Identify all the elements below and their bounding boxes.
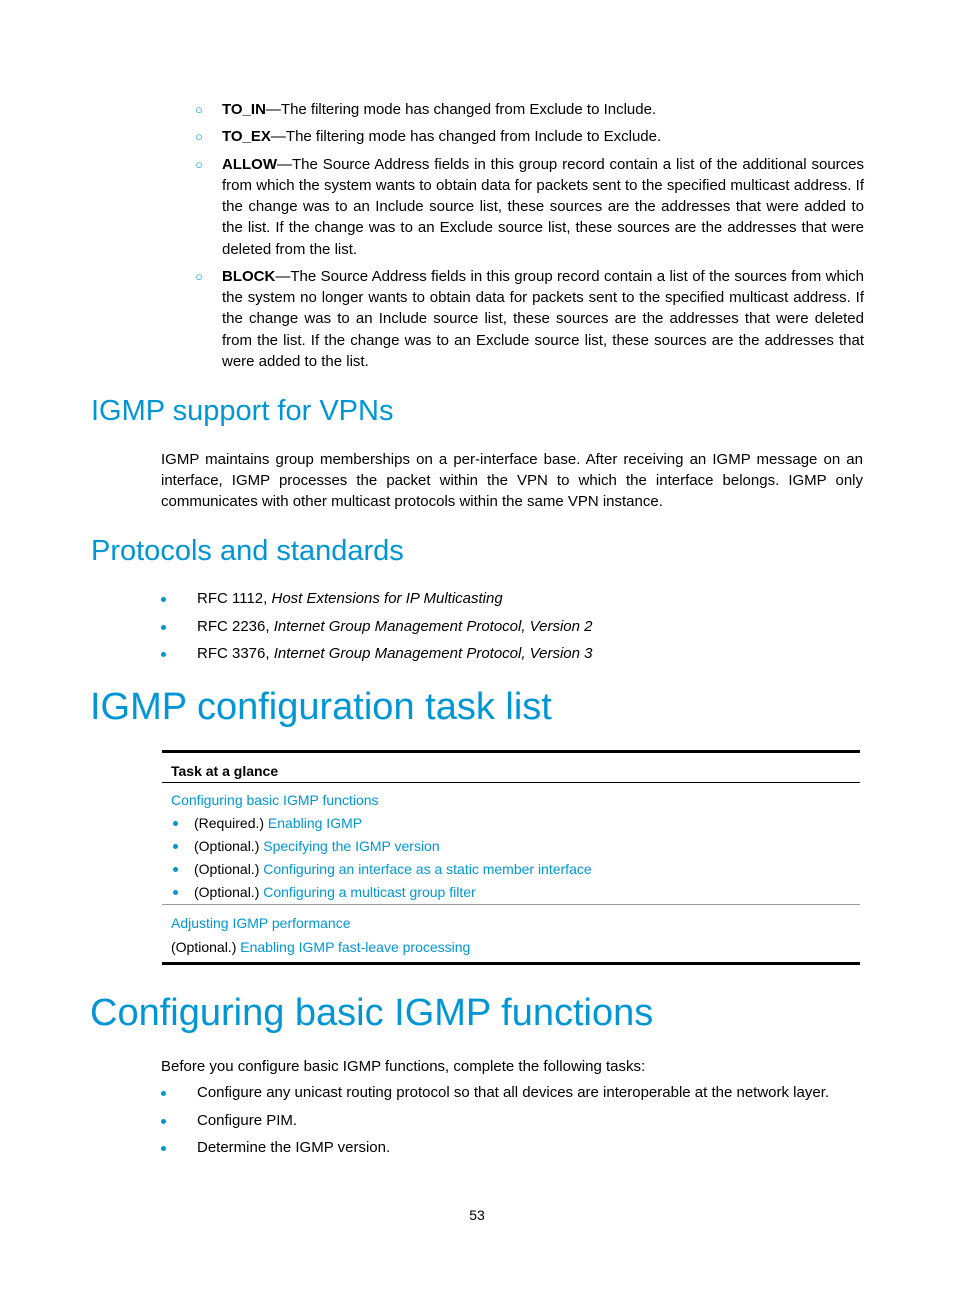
list-item xyxy=(195,99,864,120)
definition: —The filtering mode has changed from Exclude to Include. xyxy=(265,101,657,118)
bullet-icon xyxy=(161,1119,166,1124)
list-item xyxy=(195,154,864,260)
task-requirement: (Optional.) xyxy=(194,861,264,877)
table-header: Task at a glance xyxy=(162,753,860,783)
task-requirement: (Optional.) xyxy=(194,838,264,854)
bullet-icon xyxy=(161,597,166,602)
term: TO_IN xyxy=(222,101,266,118)
bullet-icon xyxy=(161,1146,166,1151)
circle-bullet-icon: ○ xyxy=(195,156,203,172)
table-bottom-rule xyxy=(162,962,860,965)
list-item xyxy=(161,1138,863,1158)
task-requirement: (Optional.) xyxy=(171,939,241,955)
rfc-number: RFC 3376, xyxy=(197,645,274,662)
link-fast-leave-processing[interactable]: Enabling IGMP fast-leave processing xyxy=(240,939,471,955)
task-requirement: (Required.) xyxy=(194,815,268,831)
table-row xyxy=(162,783,860,905)
link-specifying-igmp-version[interactable]: Specifying the IGMP version xyxy=(263,838,440,854)
bullet-icon xyxy=(161,625,166,630)
definition: —The Source Address fields in this group record contain a list of the additional sources from which the system wants to obtain data for packets sent to the specified multicast address. If the change was to an Include source list, these sources are the addresses that were added to the list. If the change was to an Exclude source list, these sources are the addresses that were deleted from the list. xyxy=(222,155,864,258)
bullet-icon xyxy=(173,844,178,849)
rfc-number: RFC 2236, xyxy=(197,617,274,635)
protocols-list xyxy=(161,589,863,672)
vpn-paragraph: IGMP maintains group memberships on a per-interface base. After receiving an IGMP message on an interface, IGMP processes the packet within the VPN to which the interface belongs. IGMP only communicates with other multicast protocols within the same VPN instance. xyxy=(161,451,863,510)
page-number: 53 xyxy=(469,1207,485,1223)
task-table xyxy=(162,750,860,965)
basic-intro-paragraph: Before you configure basic IGMP functions, complete the following tasks: xyxy=(161,1058,646,1075)
link-adjusting-igmp-performance[interactable]: Adjusting IGMP performance xyxy=(171,915,351,931)
bullet-icon xyxy=(173,890,178,895)
chapter-heading-basic-functions: Configuring basic IGMP functions xyxy=(90,992,654,1034)
rfc-title: Host Extensions for IP Multicasting xyxy=(271,590,503,607)
bullet-icon xyxy=(173,867,178,872)
list-item xyxy=(161,1111,863,1131)
list-item xyxy=(161,1083,863,1103)
section-heading-protocols: Protocols and standards xyxy=(91,535,404,567)
list-item-text: Configure PIM. xyxy=(197,1111,298,1129)
term: ALLOW xyxy=(222,155,277,173)
definition: —The filtering mode has changed from Include to Exclude. xyxy=(270,128,662,146)
circle-bullet-icon: ○ xyxy=(195,129,203,145)
link-enabling-igmp[interactable]: Enabling IGMP xyxy=(267,815,363,831)
task-requirement: (Optional.) xyxy=(194,884,264,900)
definition: —The Source Address fields in this group record contain a list of the sources from which the system no longer wants to obtain data for packets sent to the specified multicast address. If the change was to an Include source list, these sources are the addresses that were deleted from the list. If the change was to an Exclude source list, these sources are the addresses that were added to the list. xyxy=(222,267,864,370)
bullet-icon xyxy=(161,1091,166,1096)
rfc-number: RFC 1112, xyxy=(197,590,272,607)
list-item xyxy=(161,644,863,664)
term: BLOCK xyxy=(222,267,276,285)
list-item xyxy=(195,126,864,147)
table-row xyxy=(162,905,860,962)
list-item xyxy=(161,617,863,637)
prerequisite-list xyxy=(161,1083,863,1166)
list-item-text: Configure any unicast routing protocol so that all devices are interoperable at the network layer. xyxy=(197,1084,830,1101)
circle-bullet-icon: ○ xyxy=(195,102,203,117)
link-multicast-group-filter[interactable]: Configuring a multicast group filter xyxy=(263,884,476,900)
chapter-heading-task-list: IGMP configuration task list xyxy=(90,686,552,728)
rfc-title: Internet Group Management Protocol, Version 2 xyxy=(273,617,593,635)
filter-mode-list xyxy=(195,99,864,378)
section-heading-vpns: IGMP support for VPNs xyxy=(91,395,394,427)
list-item-text: Determine the IGMP version. xyxy=(197,1139,391,1156)
bullet-icon xyxy=(173,821,178,826)
term: TO_EX xyxy=(222,128,271,146)
bullet-icon xyxy=(161,652,166,657)
list-item xyxy=(195,266,864,372)
link-configuring-basic-igmp[interactable]: Configuring basic IGMP functions xyxy=(171,792,379,808)
link-static-member-interface[interactable]: Configuring an interface as a static member interface xyxy=(263,861,592,877)
list-item xyxy=(161,589,863,609)
circle-bullet-icon: ○ xyxy=(195,268,203,284)
rfc-title: Internet Group Management Protocol, Version 3 xyxy=(273,645,593,662)
